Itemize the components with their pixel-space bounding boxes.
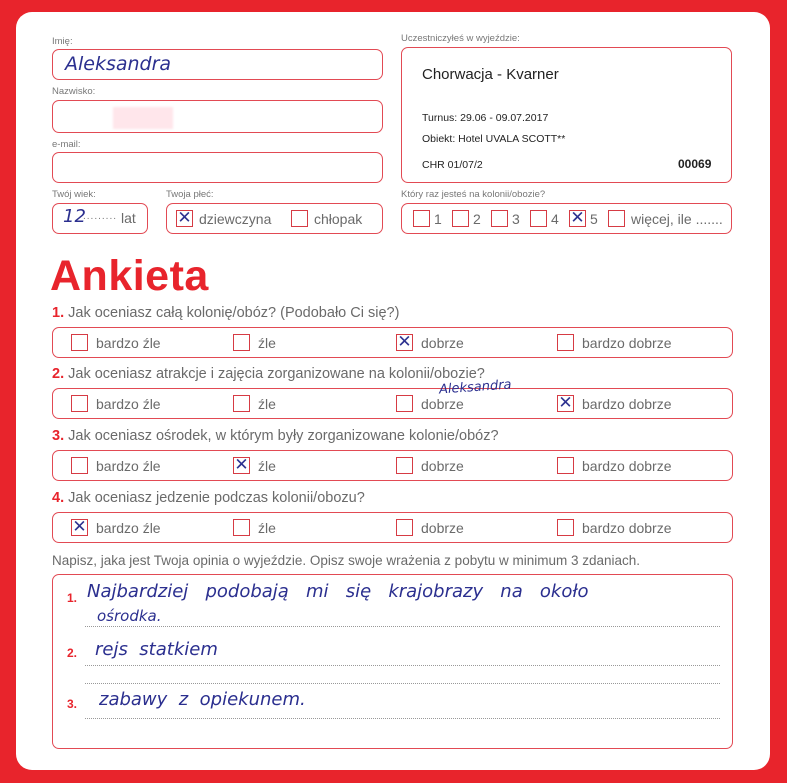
opinion-ruled-line: [85, 683, 720, 684]
question-4-checkbox-2[interactable]: [233, 519, 250, 536]
times-checkbox-3[interactable]: [491, 210, 508, 227]
question-1-checkbox-3[interactable]: [396, 334, 413, 351]
question-1-checkbox-4[interactable]: [557, 334, 574, 351]
question-4-label: Jak oceniasz jedzenie podczas kolonii/obozu?: [68, 490, 365, 506]
times-field: [401, 203, 732, 234]
opinion-ruled-line: [85, 718, 720, 719]
times-label: Który raz jesteś na kolonii/obozie?: [401, 189, 546, 200]
question-3-checkbox-1[interactable]: [71, 457, 88, 474]
gender-female-label: dziewczyna: [199, 211, 272, 227]
times-option-5: 5: [590, 211, 598, 227]
gender-male-checkbox[interactable]: [291, 210, 308, 227]
gender-field: [166, 203, 383, 234]
name-field[interactable]: [52, 49, 383, 80]
question-2-checkbox-2[interactable]: [233, 395, 250, 412]
email-label: e-mail:: [52, 139, 81, 150]
question-2-option-4-label: bardzo dobrze: [582, 396, 672, 412]
question-4-option-1-label: bardzo źle: [96, 520, 161, 536]
question-3-option-3-label: dobrze: [421, 458, 464, 474]
question-1-option-3-label: dobrze: [421, 335, 464, 351]
trip-turnus: Turnus: 29.06 - 09.07.2017: [422, 112, 549, 124]
times-checkbox-5[interactable]: [569, 210, 586, 227]
gender-male-label: chłopak: [314, 211, 363, 227]
question-1-checkbox-1[interactable]: [71, 334, 88, 351]
question-3-option-4-label: bardzo dobrze: [582, 458, 672, 474]
opinion-line-2-number: 2.: [67, 646, 78, 660]
times-option-4: 4: [551, 211, 559, 227]
question-1-option-2-label: źle: [258, 335, 276, 351]
surname-field[interactable]: [52, 100, 383, 133]
opinion-line-3-text: zabawy z opiekunem.: [99, 689, 306, 710]
question-3-option-1-label: bardzo źle: [96, 458, 161, 474]
email-field[interactable]: [52, 152, 383, 183]
gender-label: Twoja płeć:: [166, 189, 214, 200]
age-label: Twój wiek:: [52, 189, 96, 200]
question-4-option-3-label: dobrze: [421, 520, 464, 536]
name-label: Imię:: [52, 36, 73, 47]
question-2-checkbox-4[interactable]: [557, 395, 574, 412]
trip-obiekt: Obiekt: Hotel UVALA SCOTT**: [422, 133, 566, 145]
question-4-option-4-label: bardzo dobrze: [582, 520, 672, 536]
check-mark-icon: ✕: [234, 455, 249, 475]
trip-info-box: [401, 47, 732, 183]
question-1-options: [52, 327, 733, 358]
check-mark-icon: ✕: [72, 517, 87, 537]
check-mark-icon: ✕: [397, 332, 412, 352]
opinion-line-1-continuation: ośrodka.: [97, 607, 162, 625]
question-2-option-1-label: bardzo źle: [96, 396, 161, 412]
trip-code: CHR 01/07/2: [422, 159, 483, 171]
question-1-checkbox-2[interactable]: [233, 334, 250, 351]
question-4-options: [52, 512, 733, 543]
redaction-blur: [113, 107, 173, 129]
opinion-ruled-line: [85, 665, 720, 666]
opinion-line-2-text: rejs statkiem: [95, 639, 218, 660]
question-4-number: 4.: [52, 490, 65, 506]
question-3-checkbox-4[interactable]: [557, 457, 574, 474]
question-1-option-1-label: bardzo źle: [96, 335, 161, 351]
question-4-checkbox-3[interactable]: [396, 519, 413, 536]
question-2-checkbox-3[interactable]: [396, 395, 413, 412]
question-3-checkbox-3[interactable]: [396, 457, 413, 474]
question-1-number: 1.: [52, 305, 65, 321]
opinion-line-1-text: Najbardziej podobają mi się krajobrazy na około: [87, 581, 589, 602]
question-1-option-4-label: bardzo dobrze: [582, 335, 672, 351]
times-option-1: 1: [434, 211, 442, 227]
question-1-label: Jak oceniasz całą kolonię/obóz? (Podobało Ci się?): [68, 305, 400, 321]
age-value: 12: [63, 206, 86, 227]
times-option-3: 3: [512, 211, 520, 227]
times-more-label: więcej, ile .......: [631, 211, 723, 227]
check-mark-icon: ✕: [558, 393, 573, 413]
times-checkbox-1[interactable]: [413, 210, 430, 227]
name-value: Aleksandra: [65, 53, 172, 75]
question-4-checkbox-1[interactable]: [71, 519, 88, 536]
survey-title: Ankieta: [50, 252, 209, 300]
question-2-option-2-label: źle: [258, 396, 276, 412]
question-3-options: [52, 450, 733, 481]
question-4-checkbox-4[interactable]: [557, 519, 574, 536]
opinion-box[interactable]: [52, 574, 733, 749]
question-3-checkbox-2[interactable]: [233, 457, 250, 474]
check-mark-icon: ✕: [570, 208, 585, 228]
question-2-options: [52, 388, 733, 419]
question-2-checkbox-1[interactable]: [71, 395, 88, 412]
question-3-option-2-label: źle: [258, 458, 276, 474]
gender-female-checkbox[interactable]: [176, 210, 193, 227]
question-3-text: [52, 428, 499, 444]
opinion-prompt: Napisz, jaka jest Twoja opinia o wyjeździe. Opisz swoje wrażenia z pobytu w minimum 3 zdaniach.: [52, 553, 641, 568]
trip-number: 00069: [678, 157, 712, 171]
question-3-number: 3.: [52, 428, 65, 444]
age-dots: .........: [83, 211, 118, 222]
age-field[interactable]: [52, 203, 148, 234]
question-3-label: Jak oceniasz ośrodek, w którym były zorganizowane kolonie/obóz?: [68, 428, 499, 444]
question-1-text: [52, 305, 399, 321]
trip-destination: Chorwacja - Kvarner: [422, 66, 559, 83]
question-2-text: [52, 366, 485, 382]
times-checkbox-more[interactable]: [608, 210, 625, 227]
check-mark-icon: ✕: [177, 208, 192, 228]
question-4-option-2-label: źle: [258, 520, 276, 536]
question-2-number: 2.: [52, 366, 65, 382]
times-checkbox-2[interactable]: [452, 210, 469, 227]
question-2-annotation: Aleksandra: [438, 377, 513, 398]
times-checkbox-4[interactable]: [530, 210, 547, 227]
opinion-line-3-number: 3.: [67, 697, 78, 711]
survey-card: [16, 12, 770, 770]
participants-label: Uczestniczyłeś w wyjeździe:: [401, 33, 520, 44]
question-2-label: Jak oceniasz atrakcje i zajęcia zorganizowane na kolonii/obozie?: [68, 366, 485, 382]
opinion-ruled-line: [85, 626, 720, 627]
question-2-option-3-label: dobrze: [421, 396, 464, 412]
times-option-2: 2: [473, 211, 481, 227]
question-4-text: [52, 490, 365, 506]
surname-label: Nazwisko:: [52, 86, 96, 97]
age-suffix: lat: [121, 210, 136, 226]
opinion-line-1-number: 1.: [67, 591, 78, 605]
